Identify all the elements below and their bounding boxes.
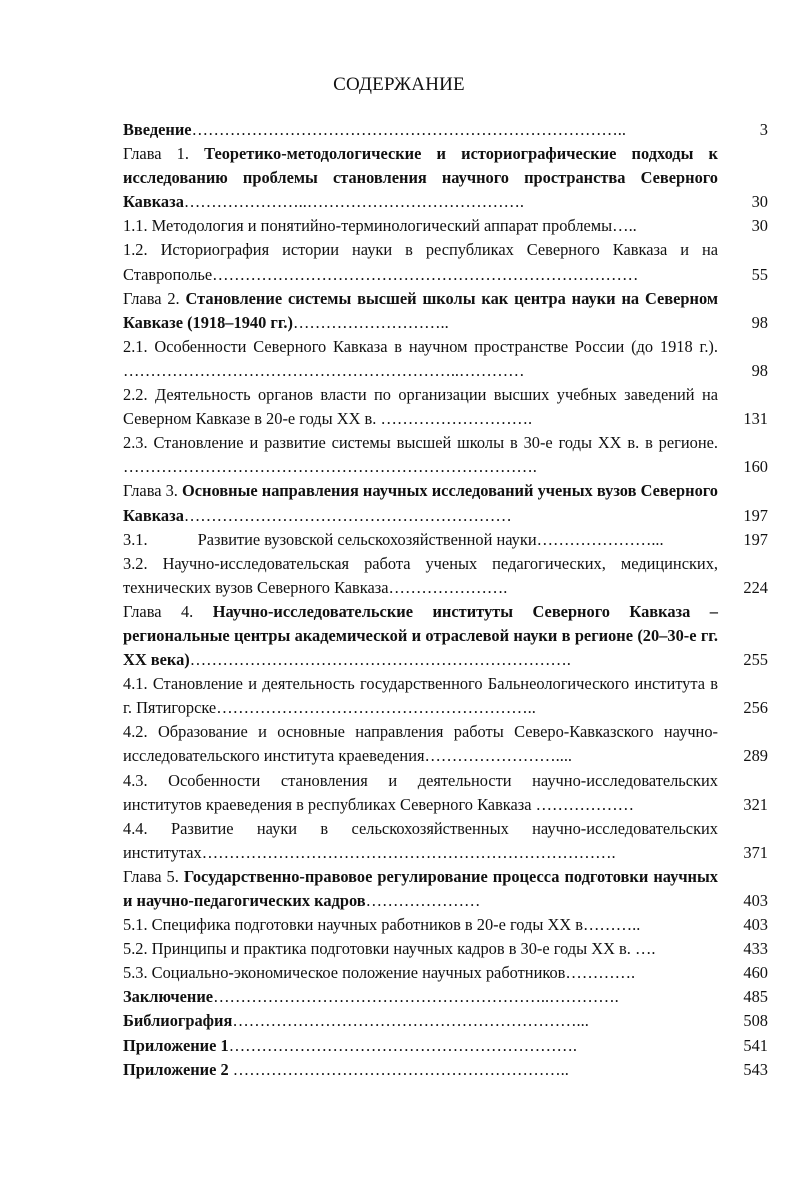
toc-entry <box>123 913 768 937</box>
entry-title: 4.3. Особенности становления и деятельности научно-исследовательских институтов краеведения в республиках Северного Кавказа <box>123 770 718 814</box>
page-number: 197 <box>743 505 768 525</box>
toc-entry-text <box>123 431 718 479</box>
toc-entry <box>123 720 768 768</box>
page-number: 289 <box>743 746 768 766</box>
page-number: 321 <box>743 794 768 814</box>
entry-title: 5.3. Социально-экономическое положение научных работников <box>123 963 566 983</box>
leader-dots: …………………... <box>536 529 664 549</box>
page-number: 98 <box>751 360 768 380</box>
entry-title-bold: Приложение 1 <box>123 1035 229 1055</box>
toc-entry <box>123 1058 768 1082</box>
chapter-label: Глава 1. <box>123 144 205 164</box>
entry-title-bold: Научно-исследовательские институты Северного Кавказа – региональные центры академической и отраслевой науки в регионе (20–30-е гг. XX века) <box>123 601 718 670</box>
toc-entry-text <box>123 528 718 552</box>
leader-dots: ……….. <box>582 915 641 935</box>
chapter-label: Глава 4. <box>123 601 213 621</box>
toc-entry <box>123 817 768 865</box>
chapter-label: Глава 3. <box>123 481 183 501</box>
page-number: 30 <box>751 216 768 236</box>
page-number: 543 <box>743 1059 768 1079</box>
toc-entry-text <box>123 985 718 1009</box>
entry-title: 1.2. Историография истории науки в республиках Северного Кавказа и на Ставрополье <box>123 240 718 284</box>
leader-dots: …………………………………………………………………. <box>123 457 537 477</box>
entry-title: 3.1. <box>123 529 148 549</box>
toc-entry-text <box>123 672 718 720</box>
toc-entry <box>123 672 768 720</box>
toc-entry <box>123 865 768 913</box>
toc-entry <box>123 528 768 552</box>
toc-entry-text <box>123 287 718 335</box>
toc-entry <box>123 1009 768 1033</box>
entry-title-bold: Становление системы высшей школы как центра науки на Северном Кавказе (1918–1940 гг.) <box>123 288 718 332</box>
entry-title-bold: Заключение <box>123 987 214 1007</box>
toc-entry-text <box>123 552 718 600</box>
entry-title: 5.1. Специфика подготовки научных работников в 20-е годы XX в <box>123 915 583 935</box>
toc-entry-text <box>123 1058 718 1082</box>
toc-entry <box>123 214 768 238</box>
page-number: 30 <box>751 192 768 212</box>
entry-title: 2.2. Деятельность органов власти по организации высших учебных заведений на Северном Кавказе в 20-е годы XX в. <box>123 385 718 429</box>
leader-dots: ………………………………………………………... <box>232 1011 589 1031</box>
leader-dots: …………………………………………………………………… <box>212 264 639 284</box>
toc-entry <box>123 118 768 142</box>
toc-entry <box>123 383 768 431</box>
leader-dots: …………………….... <box>424 746 573 766</box>
toc-entry-text <box>123 937 718 961</box>
toc-entry <box>123 431 768 479</box>
page-number: 371 <box>743 842 768 862</box>
page-number: 256 <box>743 698 768 718</box>
page-number: 197 <box>743 529 768 549</box>
leader-dots: …………………………………………………… <box>183 505 512 525</box>
entry-title-bold: Государственно-правовое регулирование процесса подготовки научных и научно-педагогических кадров <box>123 866 718 910</box>
entry-title: 4.1. Становление и деятельность государственного Бальнеологического института в г. Пятигорске <box>123 674 718 718</box>
page-number: 403 <box>743 891 768 910</box>
entry-title-bold: Теоретико-методологические и историографические подходы к исследованию проблемы становления научного пространства Северного Кавказа <box>123 144 718 212</box>
entry-title: 4.2. Образование и основные направления работы Северо-Кавказского научно-исследовательского института краеведения <box>123 722 718 766</box>
leader-dots: …………. <box>565 963 636 983</box>
toc-entry <box>123 287 768 335</box>
leader-dots: …………………………………………………………………….. <box>191 120 626 139</box>
leader-dots: …………………..…………………………………. <box>183 192 524 212</box>
entry-title-bold: Основные направления научных исследований ученых вузов Северного Кавказа <box>123 481 718 525</box>
page-number: 3 <box>759 120 768 139</box>
leader-dots: ………………………. <box>376 409 533 429</box>
leader-dots: ……………………….. <box>292 312 449 332</box>
toc-entry-text <box>123 865 718 913</box>
entry-title: 3.2. Научно-исследовательская работа ученых педагогических, медицинских, технических вузов Северного Кавказа <box>123 553 718 597</box>
page-title: СОДЕРЖАНИЕ <box>333 74 465 95</box>
page-number: 224 <box>743 577 768 597</box>
toc-entry-text <box>123 720 718 768</box>
leader-dots: ………………………………………………….. <box>216 698 536 718</box>
page-number: 541 <box>743 1035 768 1055</box>
chapter-label: Глава 5. <box>123 866 184 886</box>
leader-dots: …………………………………………………….. <box>228 1059 569 1079</box>
leader-dots: ………………… <box>365 891 481 910</box>
page-number: 98 <box>751 312 768 332</box>
entry-title: 5.2. Принципы и практика подготовки научных кадров в 30-е годы XX в. <box>123 939 631 959</box>
page-number: 460 <box>743 963 768 983</box>
entry-title: Развитие вузовской сельскохозяйственной науки <box>197 529 537 549</box>
entry-title-bold: Библиография <box>123 1011 233 1031</box>
page-number: 160 <box>743 457 768 477</box>
page-number: 433 <box>743 939 768 959</box>
toc-entry-text <box>123 1034 718 1058</box>
toc-entry <box>123 985 768 1009</box>
toc-entry-text <box>123 961 718 985</box>
toc-entry-text <box>123 383 718 431</box>
page-number: 403 <box>743 915 768 935</box>
entry-title: 1.1. Методология и понятийно-терминологический аппарат проблемы <box>123 216 613 236</box>
toc-entry-text <box>123 1009 718 1033</box>
toc-entry <box>123 769 768 817</box>
toc-entry-text <box>123 142 718 214</box>
entry-title: 4.4. Развитие науки в сельскохозяйственных научно-исследовательских институтах <box>123 818 718 862</box>
toc-entry <box>123 600 768 672</box>
page-number: 485 <box>743 987 768 1007</box>
toc-entry <box>123 552 768 600</box>
toc-entry <box>123 937 768 961</box>
toc-entry-text <box>123 913 718 937</box>
toc-entry-text <box>123 479 718 527</box>
page-number: 508 <box>743 1011 768 1031</box>
leader-dots: …………………………………………………………………. <box>201 842 616 862</box>
toc-entry <box>123 142 768 214</box>
page-number: 255 <box>743 650 768 670</box>
toc-entry-text <box>123 600 718 672</box>
toc-entry-text <box>123 769 718 817</box>
toc-entry-text <box>123 335 718 383</box>
table-of-contents <box>123 118 768 1082</box>
toc-entry-text <box>123 214 718 238</box>
toc-entry <box>123 238 768 286</box>
chapter-label: Глава 2. <box>123 288 186 308</box>
leader-dots: …………………. <box>388 577 508 597</box>
toc-entry <box>123 479 768 527</box>
toc-entry <box>123 335 768 383</box>
leader-dots: ……………………………………………………..………… <box>123 360 525 380</box>
entry-title: 2.3. Становление и развитие системы высшей школы в 30-е годы XX в. в регионе. <box>123 433 718 453</box>
toc-entry <box>123 1034 768 1058</box>
leader-dots: ….. <box>612 216 637 236</box>
toc-entry-text <box>123 118 718 142</box>
page-number: 55 <box>751 264 768 284</box>
leader-dots: ……………… <box>531 794 635 814</box>
toc-entry-text <box>123 238 718 286</box>
entry-title: 2.1. Особенности Северного Кавказа в научном пространстве России (до 1918 г.). <box>123 336 718 356</box>
leader-dots: ………………………………………………………. <box>228 1035 578 1055</box>
page-number: 131 <box>743 409 768 429</box>
entry-title-bold: Введение <box>123 120 192 139</box>
leader-dots: ……………………………………………………..…………. <box>213 987 619 1007</box>
toc-entry <box>123 961 768 985</box>
leader-dots: …. <box>630 939 656 959</box>
entry-title-bold: Приложение 2 <box>123 1059 229 1079</box>
toc-entry-text <box>123 817 718 865</box>
leader-dots: ……………………………………………………………. <box>189 650 571 670</box>
